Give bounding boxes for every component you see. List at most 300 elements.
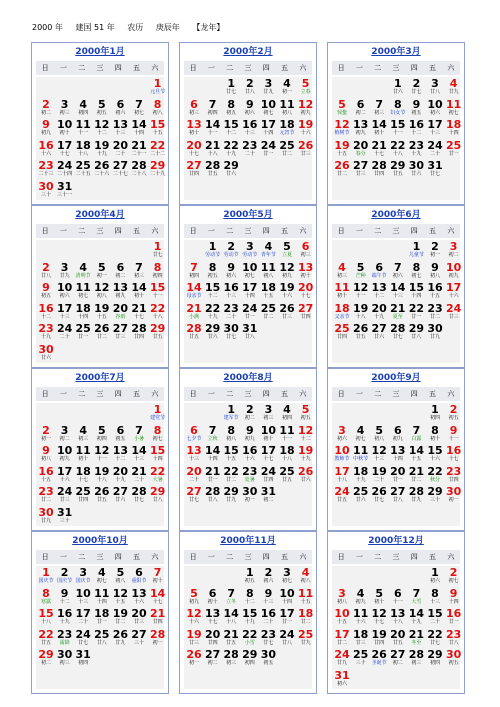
day-cell[interactable] [389,649,407,669]
day-cell[interactable] [426,140,444,160]
day-cell[interactable] [241,323,259,343]
day-cell[interactable] [278,78,296,98]
day-cell[interactable] [333,466,351,486]
day-cell[interactable] [74,160,92,180]
day-cell[interactable] [297,425,315,445]
day-cell[interactable] [297,241,315,261]
day-cell[interactable] [389,262,407,282]
day-cell[interactable] [222,160,240,180]
day-cell[interactable] [333,649,351,669]
day-cell[interactable] [37,181,55,201]
day-cell[interactable] [352,445,370,465]
day-cell[interactable] [389,588,407,608]
day-cell[interactable] [222,262,240,282]
day-cell[interactable] [222,241,240,261]
day-cell[interactable] [56,181,74,201]
day-cell[interactable] [93,466,111,486]
day-cell[interactable] [389,486,407,506]
month-title[interactable]: 2000年4月 [75,210,125,220]
day-cell[interactable] [259,282,277,302]
day-cell[interactable] [93,588,111,608]
day-cell[interactable] [241,608,259,628]
day-cell[interactable] [111,323,129,343]
day-cell[interactable] [111,567,129,587]
day-cell[interactable] [74,466,92,486]
day-cell[interactable] [370,629,388,649]
day-cell[interactable] [259,303,277,323]
day-cell[interactable] [130,445,148,465]
day-cell[interactable] [56,99,74,119]
day-cell[interactable] [222,588,240,608]
day-cell[interactable] [426,119,444,139]
day-cell[interactable] [241,425,259,445]
day-cell[interactable] [389,303,407,323]
day-cell[interactable] [389,282,407,302]
day-cell[interactable] [278,445,296,465]
day-cell[interactable] [259,466,277,486]
day-cell[interactable] [389,466,407,486]
day-cell[interactable] [278,404,296,424]
day-cell[interactable] [426,262,444,282]
day-cell[interactable] [93,425,111,445]
day-cell[interactable] [426,486,444,506]
day-cell[interactable] [407,588,425,608]
day-cell[interactable] [389,608,407,628]
day-cell[interactable] [111,119,129,139]
day-cell[interactable] [74,282,92,302]
day-cell[interactable] [185,323,203,343]
day-cell[interactable] [56,303,74,323]
day-cell[interactable] [241,567,259,587]
day-cell[interactable] [37,466,55,486]
day-cell[interactable] [185,262,203,282]
day-cell[interactable] [185,588,203,608]
day-cell[interactable] [241,99,259,119]
day-cell[interactable] [222,323,240,343]
day-cell[interactable] [297,608,315,628]
day-cell[interactable] [426,241,444,261]
day-cell[interactable] [204,160,222,180]
day-cell[interactable] [222,404,240,424]
day-cell[interactable] [37,160,55,180]
day-cell[interactable] [370,608,388,628]
day-cell[interactable] [389,99,407,119]
day-cell[interactable] [149,567,167,587]
month-title[interactable]: 2000年12月 [368,536,424,546]
day-cell[interactable] [37,323,55,343]
day-cell[interactable] [333,629,351,649]
day-cell[interactable] [352,119,370,139]
day-cell[interactable] [185,486,203,506]
day-cell[interactable] [370,303,388,323]
day-cell[interactable] [407,78,425,98]
day-cell[interactable] [130,425,148,445]
day-cell[interactable] [370,466,388,486]
day-cell[interactable] [93,567,111,587]
day-cell[interactable] [222,78,240,98]
day-cell[interactable] [222,466,240,486]
day-cell[interactable] [56,282,74,302]
day-cell[interactable] [259,99,277,119]
day-cell[interactable] [56,608,74,628]
day-cell[interactable] [56,466,74,486]
day-cell[interactable] [74,323,92,343]
day-cell[interactable] [149,78,167,98]
day-cell[interactable] [93,629,111,649]
day-cell[interactable] [370,140,388,160]
day-cell[interactable] [74,486,92,506]
day-cell[interactable] [149,303,167,323]
day-cell[interactable] [130,140,148,160]
day-cell[interactable] [259,241,277,261]
day-cell[interactable] [352,99,370,119]
day-cell[interactable] [37,588,55,608]
day-cell[interactable] [259,629,277,649]
day-cell[interactable] [407,466,425,486]
day-cell[interactable] [297,303,315,323]
day-cell[interactable] [93,99,111,119]
day-cell[interactable] [278,425,296,445]
day-cell[interactable] [222,119,240,139]
day-cell[interactable] [241,629,259,649]
day-cell[interactable] [278,588,296,608]
day-cell[interactable] [333,425,351,445]
day-cell[interactable] [56,119,74,139]
day-cell[interactable] [56,567,74,587]
day-cell[interactable] [407,119,425,139]
day-cell[interactable] [111,262,129,282]
day-cell[interactable] [333,323,351,343]
day-cell[interactable] [370,425,388,445]
day-cell[interactable] [93,445,111,465]
day-cell[interactable] [407,262,425,282]
day-cell[interactable] [56,649,74,669]
day-cell[interactable] [407,282,425,302]
day-cell[interactable] [130,323,148,343]
day-cell[interactable] [111,486,129,506]
day-cell[interactable] [241,262,259,282]
day-cell[interactable] [74,629,92,649]
day-cell[interactable] [37,344,55,364]
day-cell[interactable] [259,425,277,445]
day-cell[interactable] [259,649,277,669]
day-cell[interactable] [56,588,74,608]
day-cell[interactable] [352,303,370,323]
day-cell[interactable] [297,629,315,649]
day-cell[interactable] [278,99,296,119]
day-cell[interactable] [130,99,148,119]
day-cell[interactable] [278,608,296,628]
day-cell[interactable] [241,78,259,98]
day-cell[interactable] [204,486,222,506]
month-title[interactable]: 2000年3月 [371,47,421,57]
day-cell[interactable] [297,588,315,608]
day-cell[interactable] [204,466,222,486]
day-cell[interactable] [130,119,148,139]
day-cell[interactable] [278,282,296,302]
day-cell[interactable] [259,608,277,628]
day-cell[interactable] [352,323,370,343]
day-cell[interactable] [149,282,167,302]
day-cell[interactable] [185,282,203,302]
day-cell[interactable] [74,425,92,445]
day-cell[interactable] [56,323,74,343]
day-cell[interactable] [204,608,222,628]
day-cell[interactable] [37,425,55,445]
day-cell[interactable] [93,608,111,628]
day-cell[interactable] [389,323,407,343]
day-cell[interactable] [149,99,167,119]
day-cell[interactable] [222,608,240,628]
day-cell[interactable] [149,588,167,608]
day-cell[interactable] [426,282,444,302]
day-cell[interactable] [37,262,55,282]
day-cell[interactable] [149,241,167,261]
day-cell[interactable] [352,629,370,649]
day-cell[interactable] [149,486,167,506]
day-cell[interactable] [352,262,370,282]
day-cell[interactable] [259,78,277,98]
day-cell[interactable] [278,140,296,160]
day-cell[interactable] [149,404,167,424]
day-cell[interactable] [333,99,351,119]
day-cell[interactable] [389,425,407,445]
month-title[interactable]: 2000年1月 [75,47,125,57]
day-cell[interactable] [259,486,277,506]
day-cell[interactable] [241,466,259,486]
day-cell[interactable] [445,466,463,486]
day-cell[interactable] [37,99,55,119]
day-cell[interactable] [185,629,203,649]
day-cell[interactable] [333,160,351,180]
day-cell[interactable] [37,649,55,669]
day-cell[interactable] [74,303,92,323]
day-cell[interactable] [426,629,444,649]
day-cell[interactable] [445,567,463,587]
day-cell[interactable] [37,303,55,323]
day-cell[interactable] [93,303,111,323]
day-cell[interactable] [259,262,277,282]
day-cell[interactable] [149,445,167,465]
day-cell[interactable] [185,608,203,628]
day-cell[interactable] [389,629,407,649]
day-cell[interactable] [74,445,92,465]
day-cell[interactable] [130,466,148,486]
day-cell[interactable] [204,649,222,669]
day-cell[interactable] [130,486,148,506]
month-title[interactable]: 2000年10月 [72,536,128,546]
day-cell[interactable] [445,629,463,649]
day-cell[interactable] [426,649,444,669]
day-cell[interactable] [297,262,315,282]
day-cell[interactable] [333,670,351,690]
day-cell[interactable] [407,99,425,119]
day-cell[interactable] [297,445,315,465]
day-cell[interactable] [259,140,277,160]
day-cell[interactable] [130,262,148,282]
day-cell[interactable] [445,486,463,506]
day-cell[interactable] [426,425,444,445]
day-cell[interactable] [204,425,222,445]
day-cell[interactable] [130,588,148,608]
day-cell[interactable] [241,588,259,608]
day-cell[interactable] [204,99,222,119]
day-cell[interactable] [278,119,296,139]
day-cell[interactable] [111,282,129,302]
day-cell[interactable] [445,119,463,139]
day-cell[interactable] [407,160,425,180]
day-cell[interactable] [111,445,129,465]
day-cell[interactable] [259,404,277,424]
day-cell[interactable] [111,588,129,608]
day-cell[interactable] [241,303,259,323]
day-cell[interactable] [149,119,167,139]
day-cell[interactable] [74,608,92,628]
day-cell[interactable] [93,119,111,139]
day-cell[interactable] [222,140,240,160]
day-cell[interactable] [56,425,74,445]
day-cell[interactable] [241,649,259,669]
day-cell[interactable] [56,160,74,180]
day-cell[interactable] [426,588,444,608]
day-cell[interactable] [241,140,259,160]
day-cell[interactable] [111,303,129,323]
day-cell[interactable] [426,466,444,486]
day-cell[interactable] [93,282,111,302]
day-cell[interactable] [278,241,296,261]
day-cell[interactable] [370,323,388,343]
day-cell[interactable] [389,119,407,139]
day-cell[interactable] [445,303,463,323]
day-cell[interactable] [222,445,240,465]
day-cell[interactable] [74,119,92,139]
day-cell[interactable] [352,649,370,669]
day-cell[interactable] [445,140,463,160]
day-cell[interactable] [278,303,296,323]
day-cell[interactable] [56,445,74,465]
day-cell[interactable] [149,629,167,649]
day-cell[interactable] [370,99,388,119]
day-cell[interactable] [445,445,463,465]
day-cell[interactable] [74,262,92,282]
day-cell[interactable] [370,282,388,302]
day-cell[interactable] [297,119,315,139]
day-cell[interactable] [426,160,444,180]
day-cell[interactable] [37,567,55,587]
day-cell[interactable] [333,303,351,323]
day-cell[interactable] [389,140,407,160]
day-cell[interactable] [352,466,370,486]
day-cell[interactable] [222,649,240,669]
day-cell[interactable] [204,445,222,465]
day-cell[interactable] [204,262,222,282]
day-cell[interactable] [333,140,351,160]
day-cell[interactable] [407,629,425,649]
day-cell[interactable] [426,445,444,465]
day-cell[interactable] [426,608,444,628]
day-cell[interactable] [93,486,111,506]
day-cell[interactable] [352,140,370,160]
day-cell[interactable] [149,425,167,445]
day-cell[interactable] [333,486,351,506]
day-cell[interactable] [241,445,259,465]
day-cell[interactable] [407,140,425,160]
day-cell[interactable] [407,241,425,261]
day-cell[interactable] [37,507,55,527]
day-cell[interactable] [149,466,167,486]
month-title[interactable]: 2000年11月 [220,536,276,546]
day-cell[interactable] [333,445,351,465]
day-cell[interactable] [74,567,92,587]
day-cell[interactable] [111,466,129,486]
day-cell[interactable] [370,119,388,139]
day-cell[interactable] [185,160,203,180]
day-cell[interactable] [93,160,111,180]
day-cell[interactable] [297,78,315,98]
day-cell[interactable] [204,140,222,160]
day-cell[interactable] [149,160,167,180]
day-cell[interactable] [185,119,203,139]
day-cell[interactable] [185,445,203,465]
day-cell[interactable] [111,160,129,180]
day-cell[interactable] [370,649,388,669]
day-cell[interactable] [130,629,148,649]
day-cell[interactable] [111,140,129,160]
day-cell[interactable] [74,649,92,669]
day-cell[interactable] [241,241,259,261]
day-cell[interactable] [426,323,444,343]
day-cell[interactable] [37,486,55,506]
day-cell[interactable] [185,466,203,486]
day-cell[interactable] [130,282,148,302]
day-cell[interactable] [130,160,148,180]
day-cell[interactable] [445,262,463,282]
day-cell[interactable] [74,588,92,608]
day-cell[interactable] [297,466,315,486]
day-cell[interactable] [37,445,55,465]
day-cell[interactable] [445,99,463,119]
day-cell[interactable] [297,282,315,302]
day-cell[interactable] [204,588,222,608]
month-title[interactable]: 2000年2月 [223,47,273,57]
day-cell[interactable] [204,629,222,649]
month-title[interactable]: 2000年6月 [371,210,421,220]
day-cell[interactable] [222,99,240,119]
day-cell[interactable] [352,160,370,180]
month-title[interactable]: 2000年5月 [223,210,273,220]
day-cell[interactable] [370,160,388,180]
day-cell[interactable] [407,608,425,628]
day-cell[interactable] [130,567,148,587]
day-cell[interactable] [185,649,203,669]
month-title[interactable]: 2000年9月 [371,373,421,383]
day-cell[interactable] [222,486,240,506]
day-cell[interactable] [426,99,444,119]
day-cell[interactable] [407,425,425,445]
day-cell[interactable] [370,445,388,465]
day-cell[interactable] [241,404,259,424]
day-cell[interactable] [407,486,425,506]
day-cell[interactable] [204,323,222,343]
day-cell[interactable] [204,282,222,302]
day-cell[interactable] [352,425,370,445]
day-cell[interactable] [204,119,222,139]
day-cell[interactable] [37,140,55,160]
day-cell[interactable] [278,629,296,649]
day-cell[interactable] [445,282,463,302]
day-cell[interactable] [445,78,463,98]
day-cell[interactable] [426,303,444,323]
